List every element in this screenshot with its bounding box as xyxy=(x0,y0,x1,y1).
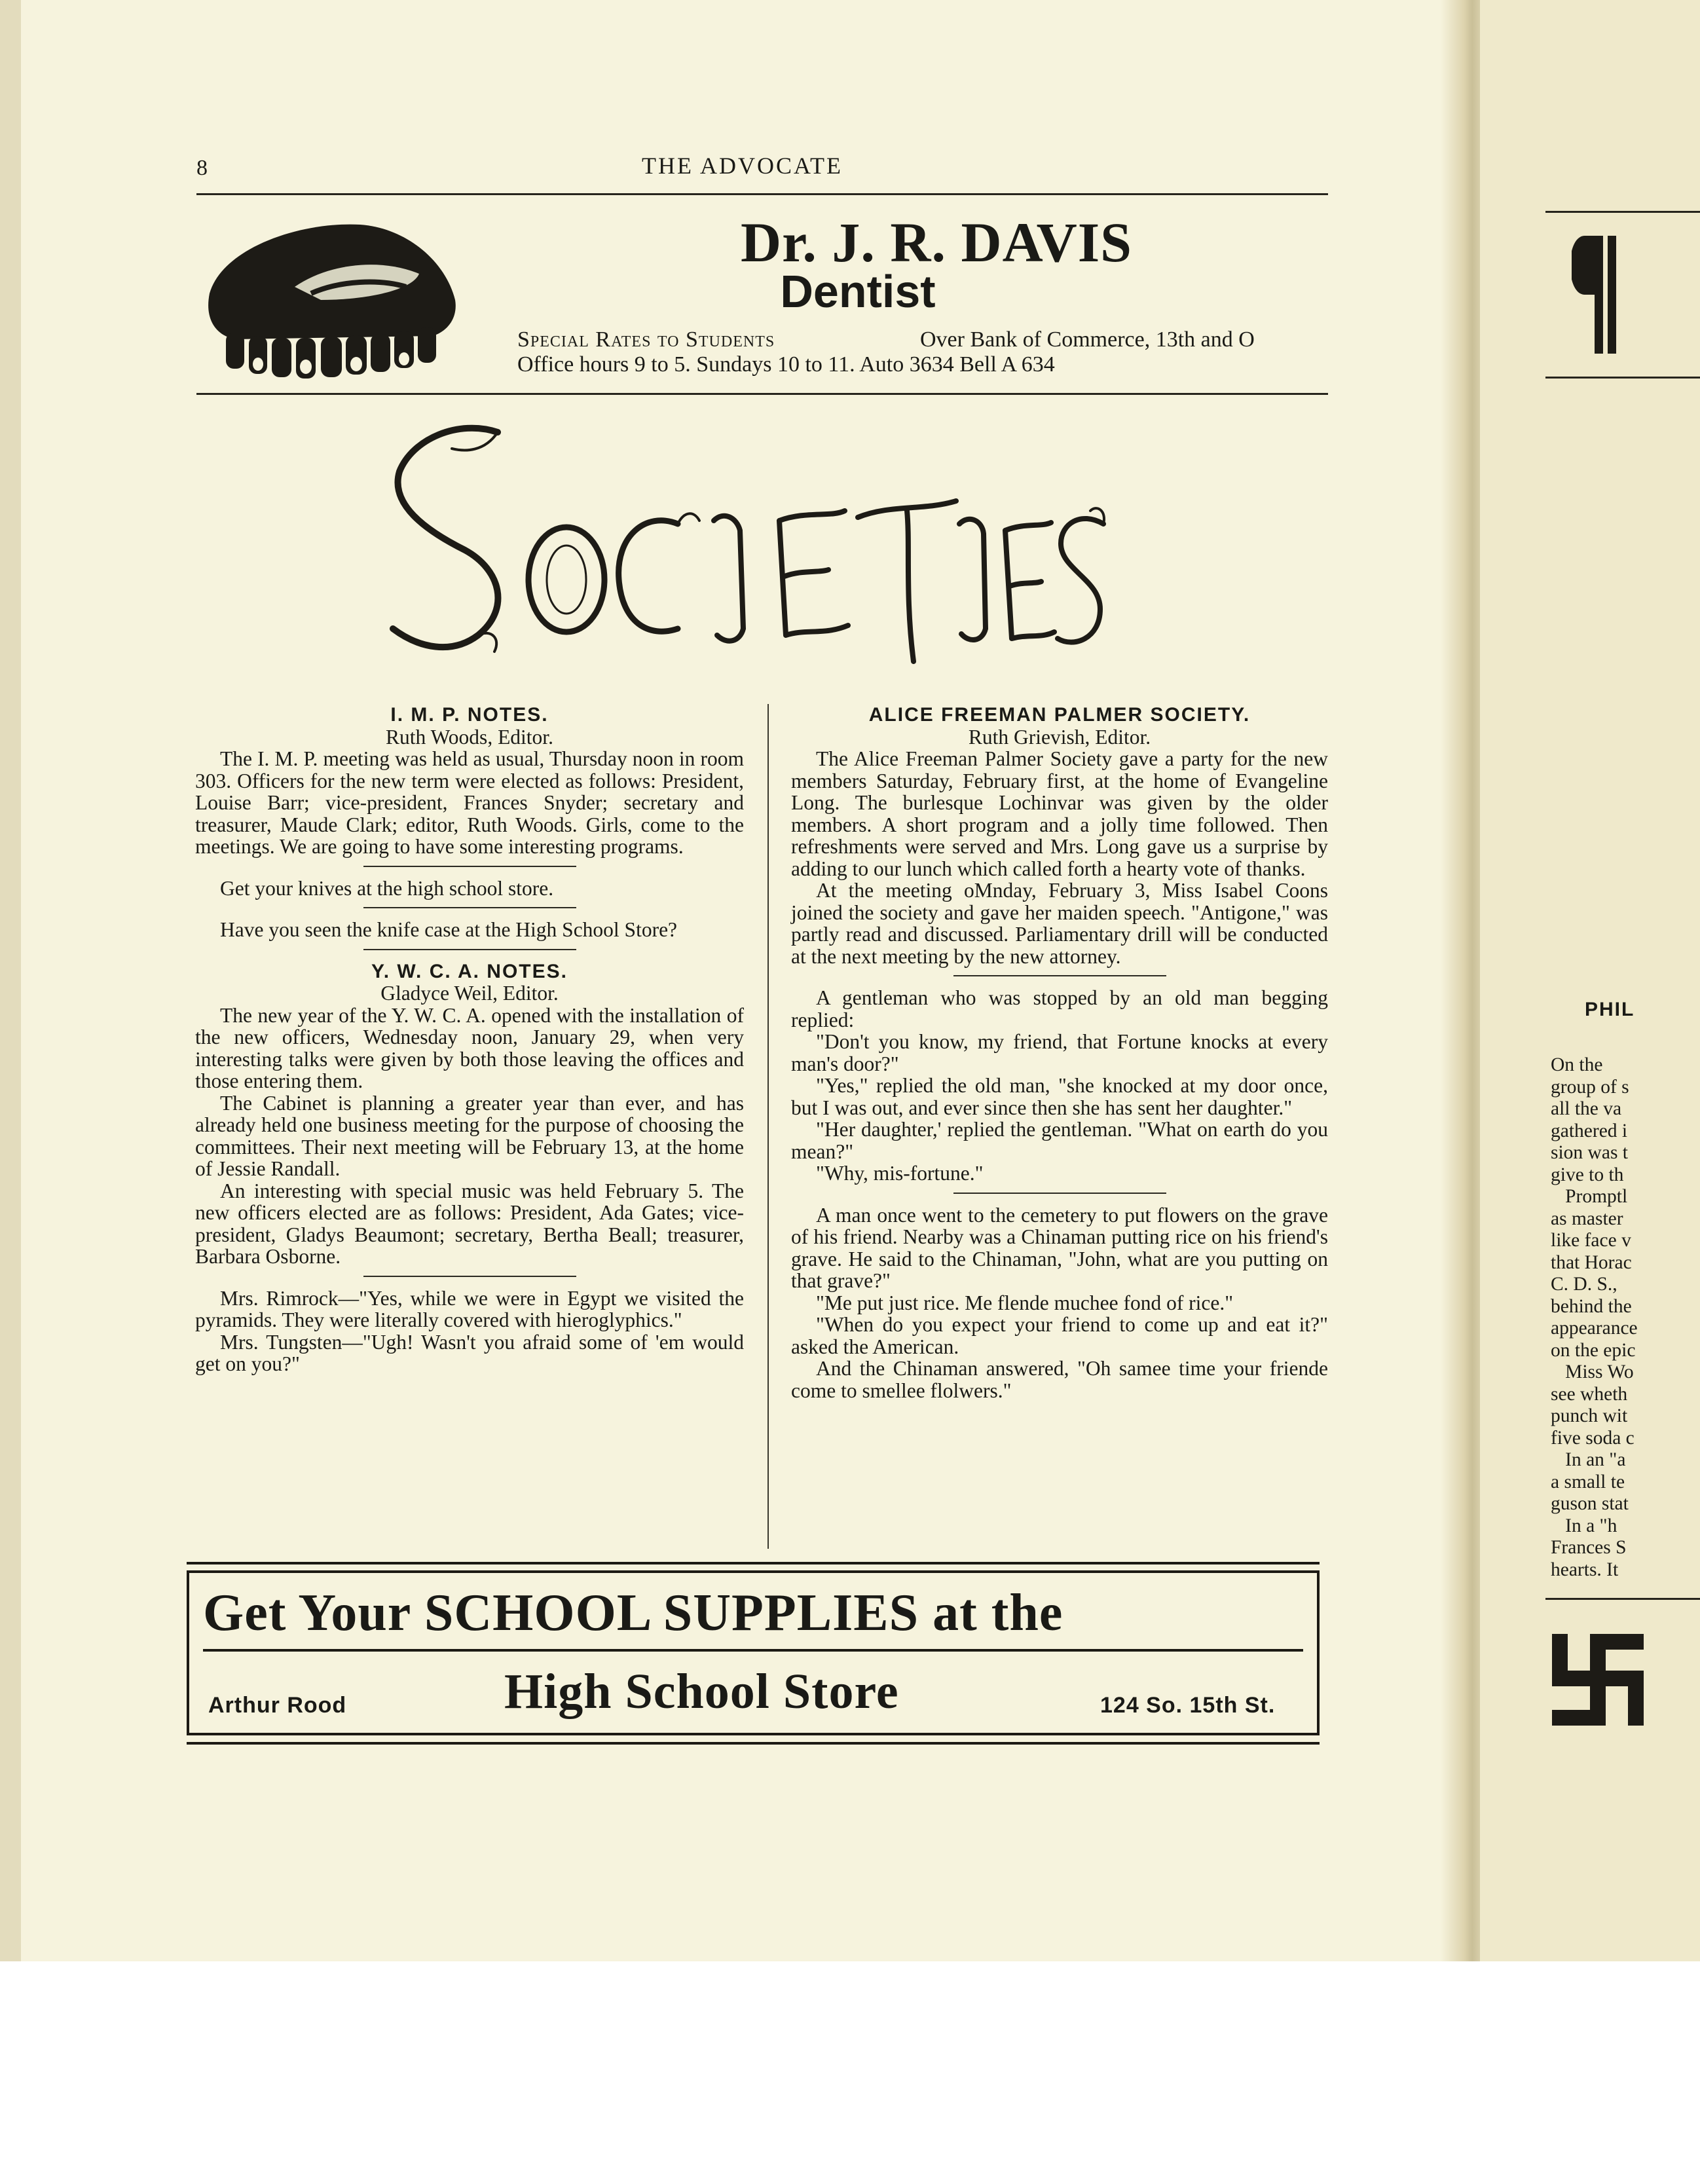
scan-margin xyxy=(0,1961,1700,2184)
facing-page-line: Frances S xyxy=(1551,1537,1627,1558)
running-head: THE ADVOCATE xyxy=(642,153,843,179)
pilcrow-ornament xyxy=(1572,232,1624,360)
separator-rule xyxy=(363,907,576,908)
facing-page-line: all the va xyxy=(1551,1098,1622,1119)
fortune-joke-line: "Her daughter,' replied the gentleman. "What on earth do you mean?" xyxy=(791,1118,1328,1163)
fortune-joke-line: "Don't you know, my friend, that Fortune knocks at every man's door?" xyxy=(791,1030,1328,1075)
facing-page-line: behind the xyxy=(1551,1295,1632,1317)
facing-page-line: on the epic xyxy=(1551,1339,1636,1361)
dentist-title: Dentist xyxy=(780,266,936,317)
facing-page-line: a small te xyxy=(1551,1471,1625,1492)
header-rule xyxy=(196,193,1328,195)
knife-case-notice: Have you seen the knife case at the High School Store? xyxy=(220,918,678,941)
ad-top-rule xyxy=(187,1562,1320,1564)
facing-page-line: punch wit xyxy=(1551,1405,1628,1426)
right-column xyxy=(791,704,1328,1401)
knives-notice: Get your knives at the high school store. xyxy=(220,876,554,900)
separator-rule xyxy=(363,866,576,867)
ad-address: 124 So. 15th St. xyxy=(1100,1693,1276,1718)
facing-page-line: give to th xyxy=(1551,1164,1624,1185)
societies-headline-art xyxy=(386,413,1113,691)
facing-page-line: gathered i xyxy=(1551,1120,1628,1141)
afp-society-heading: ALICE FREEMAN PALMER SOCIETY. xyxy=(868,704,1251,726)
fortune-joke-line: "Why, mis-fortune." xyxy=(816,1162,984,1185)
dentist-ad-rule xyxy=(196,393,1328,395)
facing-page-line: that Horac xyxy=(1551,1251,1632,1273)
facing-page-line: hearts. It xyxy=(1551,1559,1619,1580)
swastika-ornament xyxy=(1552,1634,1644,1729)
page-edge xyxy=(0,0,21,1961)
left-column xyxy=(195,704,744,1375)
page-number: 8 xyxy=(196,156,208,180)
separator-rule xyxy=(953,975,1166,976)
dentist-name: Dr. J. R. DAVIS xyxy=(740,211,1133,274)
facing-page-rule xyxy=(1545,1598,1700,1600)
facing-page-fragment xyxy=(1480,0,1700,1961)
facing-page-rule xyxy=(1545,377,1700,379)
dentist-rates: Special Rates to Students xyxy=(517,327,775,352)
fortune-joke-line: A gentleman who was stopped by an old man begging replied: xyxy=(791,986,1328,1031)
facing-page-line: group of s xyxy=(1551,1076,1629,1098)
facing-page-line: five soda c xyxy=(1551,1427,1635,1449)
facing-page-line: appearance xyxy=(1551,1318,1638,1339)
ad-inner-rule xyxy=(203,1649,1303,1652)
imp-notes-heading: I. M. P. NOTES. xyxy=(390,704,549,726)
facing-page-heading: PHIL xyxy=(1585,999,1635,1020)
facing-page-line: guson stat xyxy=(1551,1493,1629,1514)
egypt-joke-line: Mrs. Rimrock—"Yes, while we were in Egypt we visited the pyramids. They were literally covered with hieroglyphics." xyxy=(195,1286,744,1331)
facing-page-line: like face v xyxy=(1551,1230,1631,1251)
afp-paragraph: The Alice Freeman Palmer Society gave a party for the new members Saturday, February first, at the home of Evangeline Long. The burlesque Lochinvar was given by the older members. A short program and a jolly time followed. Then refreshments were served and Mrs. Long gave us a surprise by adding to our lunch which called forth a hearty vote of thanks. xyxy=(791,747,1328,880)
ad-store-name: High School Store xyxy=(504,1664,899,1719)
dentist-hours: Office hours 9 to 5. Sundays 10 to 11. Auto 3634 Bell A 634 xyxy=(517,352,1055,377)
ad-proprietor: Arthur Rood xyxy=(208,1693,347,1718)
separator-rule xyxy=(363,1276,576,1277)
ad-bottom-rule xyxy=(187,1742,1320,1745)
facing-page-line: C. D. S., xyxy=(1551,1274,1617,1295)
tooth-set-illustration xyxy=(196,202,471,401)
cemetery-joke-line: And the Chinaman answered, "Oh samee time your friende come to smellee flolwers." xyxy=(791,1357,1328,1402)
ad-headline: Get Your SCHOOL SUPPLIES at the xyxy=(203,1584,1063,1642)
cemetery-joke-line: "Me put just rice. Me flende muchee fond of rice." xyxy=(816,1291,1234,1314)
afp-paragraph: At the meeting oMnday, February 3, Miss Isabel Coons joined the society and gave her maiden speech. "Antigone," was partly read and discussed. Parliamentary drill will be conducted at the next meeting by the new attorney. xyxy=(791,879,1328,968)
facing-page-line: In a "h xyxy=(1551,1515,1617,1536)
separator-rule xyxy=(953,1193,1166,1194)
facing-page-line: as master xyxy=(1551,1208,1623,1229)
ywca-paragraph: The new year of the Y. W. C. A. opened with the installation of the new officers, Wednesday noon, January 29, when very interesting talks were given by both those leaving the offices and those entering them. xyxy=(195,1003,744,1092)
facing-page-line: sion was t xyxy=(1551,1142,1628,1163)
cemetery-joke-line: "When do you expect your friend to come up and eat it?" asked the American. xyxy=(791,1313,1328,1358)
imp-notes-body: The I. M. P. meeting was held as usual, Thursday noon in room 303. Officers for the new term were elected as follows: President, Louise Barr; vice-president, Frances Snyder; secretary and treasurer, Maude Clark; editor, Ruth Woods. Girls, come to the meetings. We are going to have some interesting programs. xyxy=(195,747,744,858)
ywca-paragraph: The Cabinet is planning a greater year than ever, and has already held one business meeting for the purpose of choosing the committees. Their next meeting will be February 13, at the home of Jessie Randall. xyxy=(195,1091,744,1180)
fortune-joke-line: "Yes," replied the old man, "she knocked at my door once, but I was out, and ever since then she has sent her daughter." xyxy=(791,1074,1328,1119)
facing-page-line: Miss Wo xyxy=(1551,1361,1634,1382)
facing-page-line: In an "a xyxy=(1551,1449,1626,1470)
ywca-paragraph: An interesting with special music was held February 5. The new officers elected are as follows: President, Ada Gates; vice-president, Gladys Beaumont; secretary, Bertha Beall; treasurer, Barbara Osborne. xyxy=(195,1179,744,1268)
ywca-notes-editor: Gladyce Weil, Editor. xyxy=(380,982,559,1005)
facing-page-text xyxy=(1551,1054,1638,1581)
egypt-joke-line: Mrs. Tungsten—"Ugh! Wasn't you afraid some of 'em would get on you?" xyxy=(195,1330,744,1375)
facing-page-line: On the xyxy=(1551,1054,1603,1075)
column-divider xyxy=(767,704,769,1549)
afp-society-editor: Ruth Grievish, Editor. xyxy=(968,725,1151,749)
separator-rule xyxy=(363,949,576,950)
facing-page-rule xyxy=(1545,211,1700,213)
dentist-address: Over Bank of Commerce, 13th and O xyxy=(920,327,1255,352)
imp-notes-editor: Ruth Woods, Editor. xyxy=(386,725,553,749)
facing-page-line: see wheth xyxy=(1551,1383,1628,1405)
ywca-notes-heading: Y. W. C. A. NOTES. xyxy=(371,960,568,982)
facing-page-line: Promptl xyxy=(1551,1186,1628,1207)
cemetery-joke-line: A man once went to the cemetery to put flowers on the grave of his friend. Nearby was a Chinaman putting rice on his friend's grave. He said to the Chinaman, "John, what are you putting on that grave?" xyxy=(791,1203,1328,1292)
